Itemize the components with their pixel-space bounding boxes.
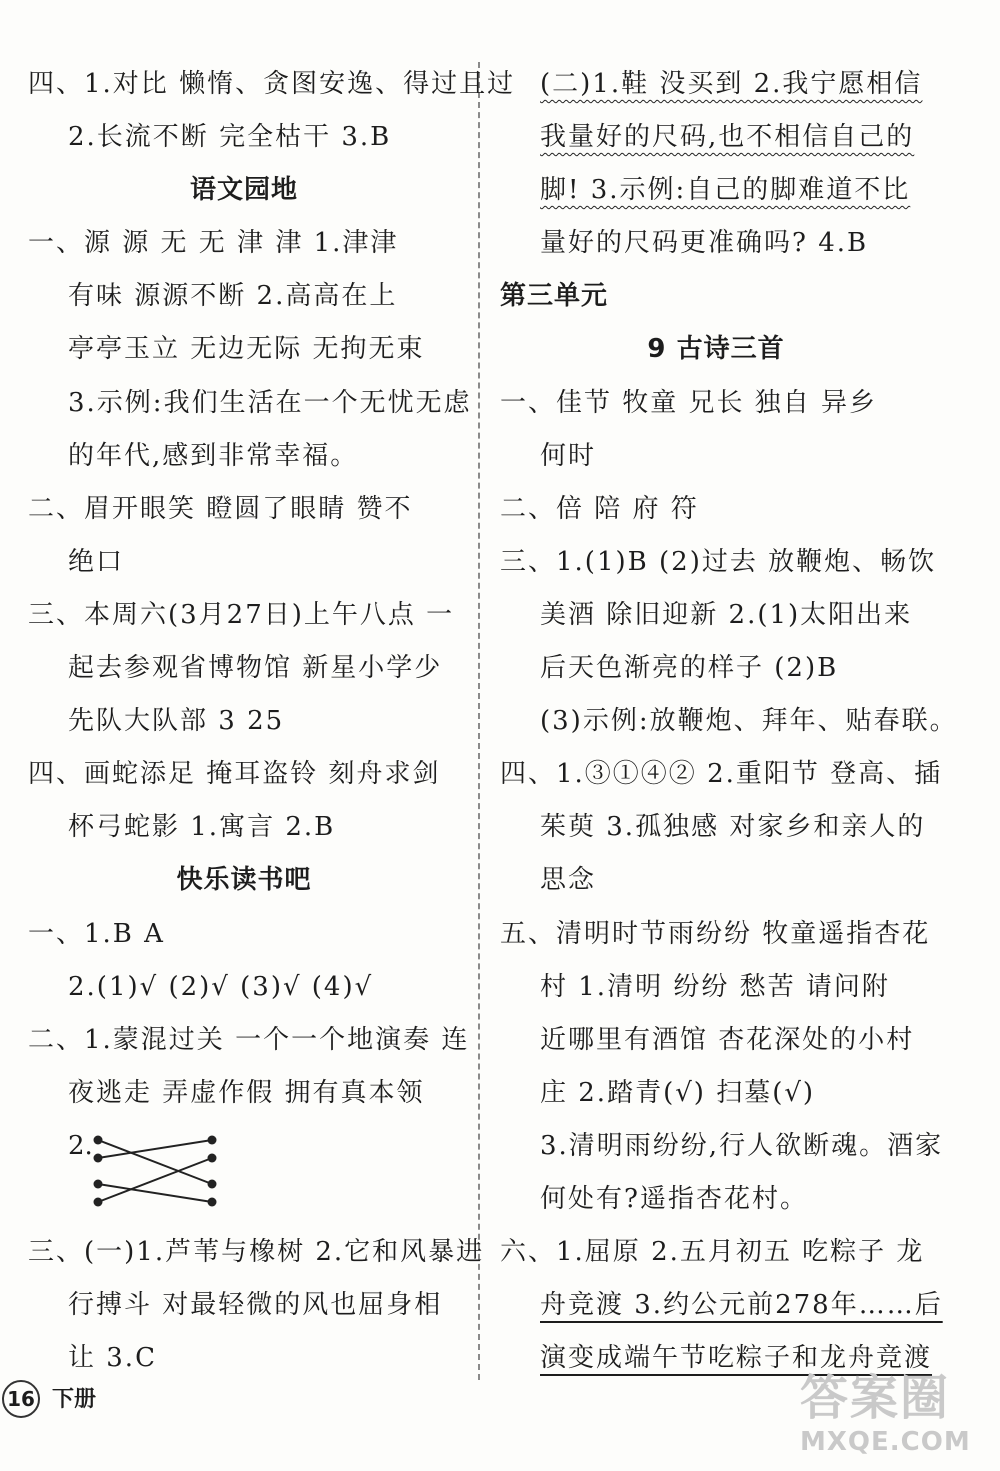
answer-line (500, 961, 932, 1014)
answer-line (28, 58, 516, 111)
answer-text: 夜逃走 弄虚作假 拥有真本领 (68, 1077, 425, 1108)
answer-line (28, 1067, 460, 1120)
answer-text: 有味 源源不断 2.高高在上 (68, 281, 398, 312)
answer-text: 绝口 (68, 546, 125, 577)
answer-line (28, 1014, 470, 1067)
answer-line (28, 748, 460, 801)
answer-text: 美酒 除旧迎新 2.(1)太阳出来 (540, 599, 913, 630)
watermark-logo: 答案圈 (800, 1370, 951, 1426)
section-heading (28, 164, 460, 217)
answer-text: 六、1.屈原 2.五月初五 吃粽子 龙 (500, 1237, 925, 1268)
matching-number: 2. (68, 1130, 93, 1161)
matching-connector (98, 1184, 212, 1202)
watermark (800, 1370, 990, 1466)
answer-line (28, 589, 460, 642)
answer-line (28, 217, 460, 270)
answer-line (28, 270, 460, 323)
answer-line (500, 483, 932, 536)
answer-text: 第三单元 (500, 281, 609, 312)
matching-lines (90, 1134, 220, 1220)
answer-text: 庄 2.踏青(√) 扫墓(√) (540, 1077, 816, 1108)
answer-text: 五、清明时节雨纷纷 牧童遥指杏花 (500, 918, 931, 949)
answer-text: 3.清明雨纷纷,行人欲断魂。酒家 (540, 1130, 944, 1161)
answer-text: 二、1.蒙混过关 一个一个地演奏 连 (28, 1024, 470, 1055)
answer-line (500, 111, 932, 164)
answer-line (500, 908, 932, 961)
answer-line (28, 801, 460, 854)
answer-line (500, 1173, 932, 1226)
matching-diagram (28, 1120, 460, 1226)
answer-text: 杯弓蛇影 1.寓言 2.B (68, 812, 336, 843)
section-heading (28, 854, 460, 907)
answer-line (500, 430, 932, 483)
answer-line (500, 1226, 932, 1279)
answer-text: 近哪里有酒馆 杏花深处的小村 (540, 1024, 915, 1055)
matching-connector (98, 1158, 212, 1202)
answer-line (28, 483, 460, 536)
answer-line (28, 1279, 460, 1332)
answer-text: 脚! 3.示例:自己的脚难道不比 (540, 175, 911, 206)
answer-line (28, 323, 460, 376)
answer-text: 让 3.C (68, 1343, 157, 1374)
matching-dot (94, 1179, 103, 1188)
answer-line (500, 164, 932, 217)
answer-line (28, 961, 460, 1014)
answer-text: 三、本周六(3月27日)上午八点 一 (28, 599, 455, 630)
answer-text: 快乐读书吧 (176, 865, 312, 896)
answer-line (500, 695, 958, 748)
answer-text: 一、1.B A (28, 918, 165, 949)
matching-dot (94, 1197, 103, 1206)
answer-text: 2.(1)√ (2)√ (3)√ (4)√ (68, 971, 374, 1002)
answer-text: 亭亭玉立 无边无际 无拘无束 (68, 334, 425, 365)
answer-line (500, 1067, 932, 1120)
answer-line (500, 642, 932, 695)
answer-text: 后天色渐亮的样子 (2)B (540, 653, 839, 684)
section-heading (500, 270, 932, 323)
answer-line (28, 536, 460, 589)
answer-line (500, 1120, 944, 1173)
matching-dot (208, 1153, 217, 1162)
answer-text: (二)1.鞋 没买到 2.我宁愿相信 (540, 69, 923, 99)
matching-connector (98, 1140, 212, 1184)
matching-dot (208, 1179, 217, 1188)
answer-line (28, 1226, 485, 1279)
answer-text: 思念 (540, 865, 597, 896)
answer-line (28, 430, 460, 483)
matching-dot (94, 1153, 103, 1162)
answer-text: 2.长流不断 完全枯干 3.B (68, 122, 392, 153)
answer-text: 3.示例:我们生活在一个无忧无虑 (68, 387, 472, 418)
answer-text: 四、1.对比 懒惰、贪图安逸、得过且过 (28, 69, 516, 99)
answer-line (500, 217, 932, 270)
answer-line (500, 58, 932, 111)
answer-line (500, 1279, 943, 1332)
answer-line (28, 695, 460, 748)
answer-text: 行搏斗 对最轻微的风也屈身相 (68, 1289, 443, 1320)
answer-line (500, 801, 932, 854)
answer-line (500, 1014, 932, 1067)
matching-dot (208, 1197, 217, 1206)
answer-text: 舟竞渡 3.约公元前278年……后 (540, 1290, 943, 1321)
page-footer (0, 1378, 200, 1422)
left-column (28, 58, 516, 1385)
answer-line (500, 854, 932, 907)
answer-line (500, 377, 932, 430)
answer-text: 何时 (540, 440, 597, 471)
answer-text: 起去参观省博物馆 新星小学少 (68, 653, 443, 684)
answer-text: 一、源 源 无 无 津 津 1.津津 (28, 228, 399, 259)
answer-line (28, 642, 460, 695)
answer-text: 演变成端午节吃粽子和龙舟竞渡 (540, 1343, 933, 1374)
answer-text: 的年代,感到非常幸福。 (68, 440, 359, 471)
answer-text: 二、倍 陪 府 符 (500, 493, 699, 524)
answer-line (28, 908, 460, 961)
answer-text: 三、(一)1.芦苇与橡树 2.它和风暴进 (28, 1236, 485, 1267)
answer-text: 茱萸 3.孤独感 对家乡和亲人的 (540, 812, 926, 843)
answer-text: 9 古诗三首 (647, 334, 785, 365)
answer-text: 三、1.(1)B (2)过去 放鞭炮、畅饮 (500, 546, 937, 577)
answer-text: 二、眉开眼笑 瞪圆了眼睛 赞不 (28, 493, 413, 524)
answer-text: 先队大队部 3 25 (68, 706, 285, 737)
answer-line (500, 536, 937, 589)
answer-line (28, 111, 460, 164)
matching-connector (98, 1140, 212, 1158)
answer-line (500, 748, 943, 801)
page-number: 16 (2, 1380, 40, 1418)
answer-text: 语文园地 (189, 175, 298, 206)
answer-text: 四、1.③①④② 2.重阳节 登高、插 (500, 759, 943, 790)
answer-line (28, 377, 472, 430)
answer-text: 何处有?遥指杏花村。 (540, 1183, 808, 1214)
watermark-url: MXQE.COM (800, 1427, 971, 1457)
column-divider (478, 62, 480, 1380)
matching-dot (208, 1135, 217, 1144)
answer-text: 一、佳节 牧童 兄长 独自 异乡 (500, 387, 878, 418)
section-heading (500, 323, 932, 376)
right-column (500, 58, 958, 1385)
answer-line (500, 589, 932, 642)
answer-text: 量好的尺码更准确吗? 4.B (540, 228, 869, 259)
answer-text: 四、画蛇添足 掩耳盗铃 刻舟求剑 (28, 759, 441, 790)
answer-text: 村 1.清明 纷纷 愁苦 请问附 (540, 971, 890, 1002)
answer-text: (3)示例:放鞭炮、拜年、贴春联。 (540, 706, 958, 737)
answer-text: 我量好的尺码,也不相信自己的 (540, 122, 915, 153)
volume-label: 下册 (52, 1387, 97, 1412)
matching-dot (94, 1135, 103, 1144)
